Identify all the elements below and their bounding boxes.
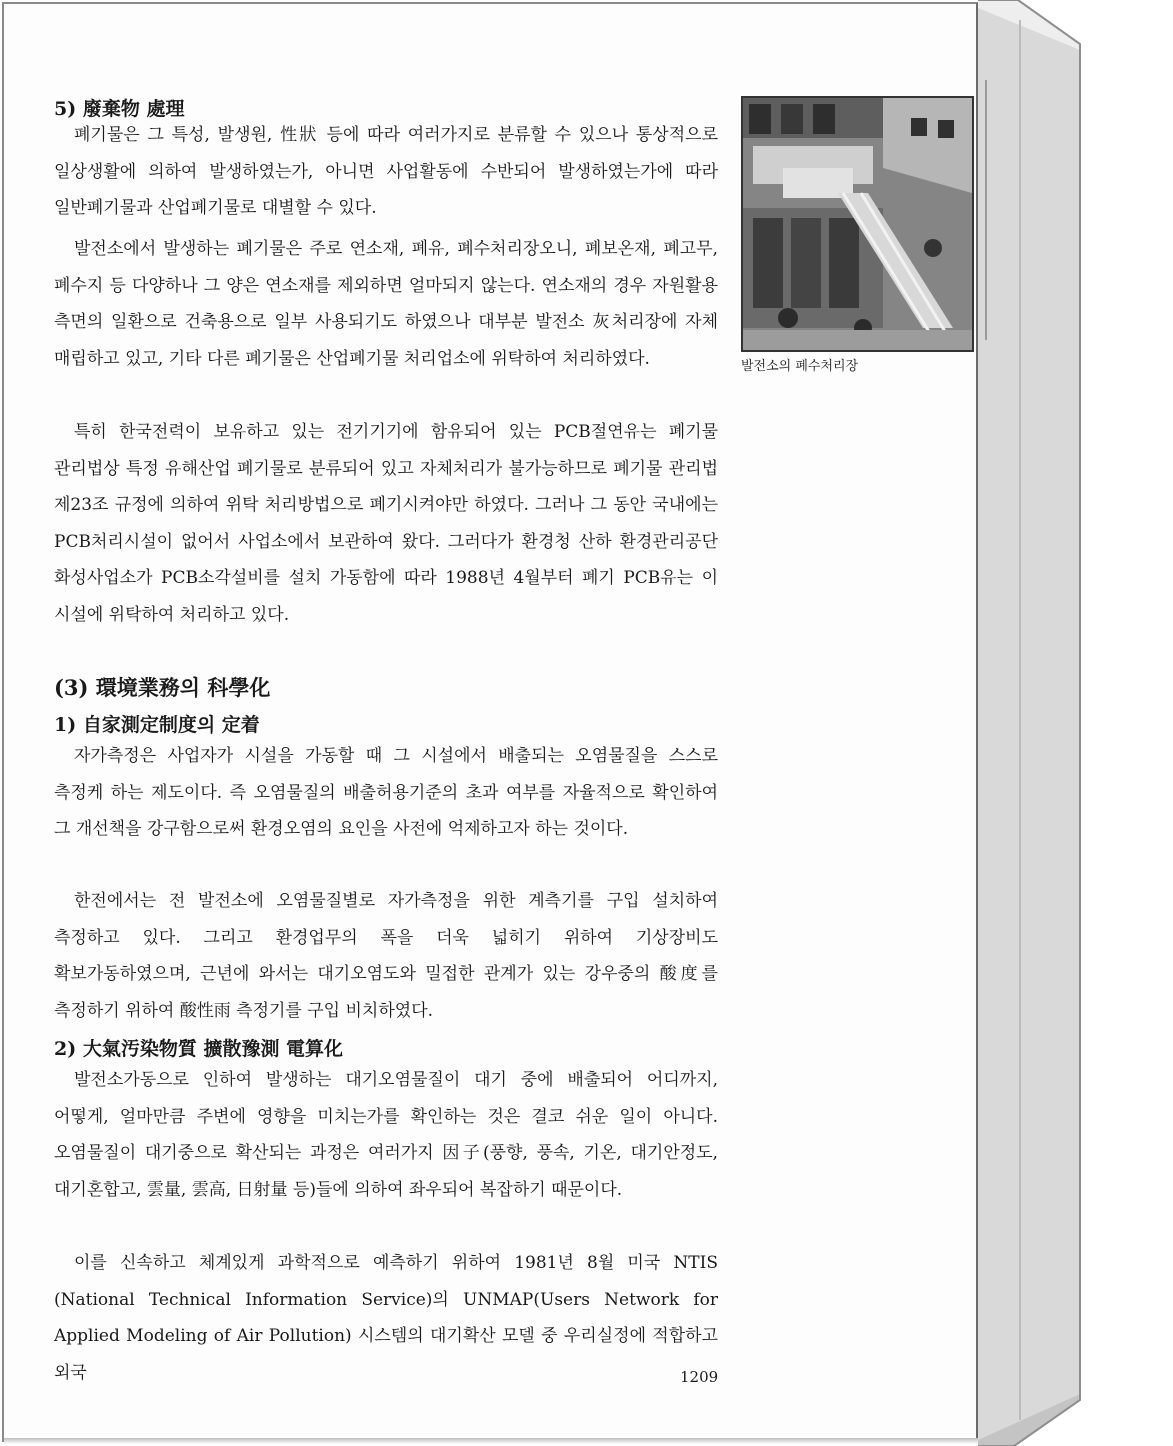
section-heading: 5) 廢棄物 處理 [54,98,185,120]
page-shadow [4,1438,980,1444]
paragraph: 한전에서는 전 발전소에 오염물질별로 자가측정을 위한 계측기를 구입 설치하여 측정하고 있다. 그리고 환경업무의 폭을 더욱 넓히기 위하여 기상장비도 확보가동하였으며, 근년에 와서는 대기오염도와 밀접한 관계가 있는 강우중의 酸度를 측정하기 위하여 酸性雨 측정기를 구입 비치하였다. [54,891,718,1021]
page-number: 1209 [680,1368,719,1386]
paragraph: 발전소가동으로 인하여 발생하는 대기오염물질이 대기 중에 배출되어 어디까지, 어떻게, 얼마만큼 주변에 영향을 미치는가를 확인하는 것은 결코 쉬운 일이 아니다. 오염물질이 대기중으로 확산되는 과정은 여러가지 因子(풍향, 풍속, 기온, 대기안정도, 대기혼합고, 雲量, 雲高, 日射量 등)들에 의하여 좌우되어 복잡하기 때문이다. [54,1070,718,1200]
paragraph: 발전소에서 발생하는 폐기물은 주로 연소재, 폐유, 폐수처리장오니, 폐보온재, 폐고무, 폐수지 등 다양하나 그 양은 연소재를 제외하면 얼마되지 않는다. 연소재의 경우 자원활용 측면의 일환으로 건축용으로 일부 사용되기도 하였으나 대부분 발전소 灰처리장에 자체 매립하고 있고, 기타 다른 폐기물은 산업폐기물 처리업소에 위탁하여 처리하였다. [54,239,718,369]
photo-caption: 발전소의 폐수처리장 [741,359,859,374]
paragraph: 특히 한국전력이 보유하고 있는 전기기기에 함유되어 있는 PCB절연유는 폐기물 관리법상 특정 유해산업 폐기물로 분류되어 있고 자체처리가 불가능하므로 폐기물 관리법 제23조 규정에 의하여 위탁 처리방법으로 폐기시켜야만 하였다. 그러나 그 동안 국내에는 PCB처리시설이 없어서 사업소에서 보관하여 왔다. 그러다가 환경청 산하 환경관리공단 화성사업소가 PCB소각설비를 설치 가동함에 따라 1988년 4월부터 폐기 PCB유는 이 시설에 위탁하여 처리하고 있다. [54,422,718,625]
paragraph: 이를 신속하고 체계있게 과학적으로 예측하기 위하여 1981년 8월 미국 NTIS (National Technical Information Service)의 UNMAP(Users Network for Applied Modeling of Air Pollution) 시스템의 대기확산 모델 중 우리실정에 적합하고 외국 [54,1253,718,1383]
book-edge [978,0,1088,1446]
paragraph: 자가측정은 사업자가 시설을 가동할 때 그 시설에서 배출되는 오염물질을 스스로 측정케 하는 제도이다. 즉 오염물질의 배출허용기준의 초과 여부를 자율적으로 확인하여 그 개선책을 강구함으로써 환경오염의 요인을 사전에 억제하고자 하는 것이다. [54,746,718,839]
subsection-heading: 2) 大氣汚染物質 擴散豫測 電算化 [54,1038,344,1060]
section-heading: (3) 環境業務의 科學化 [54,675,271,700]
wastewater-plant-photo [741,96,974,352]
subsection-heading: 1) 自家測定制度의 定着 [54,714,260,736]
paragraph: 폐기물은 그 특성, 발생원, 性狀 등에 따라 여러가지로 분류할 수 있으나 통상적으로 일상생활에 의하여 발생하였는가, 아니면 사업활동에 수반되어 발생하였는가에 따라 일반폐기물과 산업폐기물로 대별할 수 있다. [54,125,718,218]
